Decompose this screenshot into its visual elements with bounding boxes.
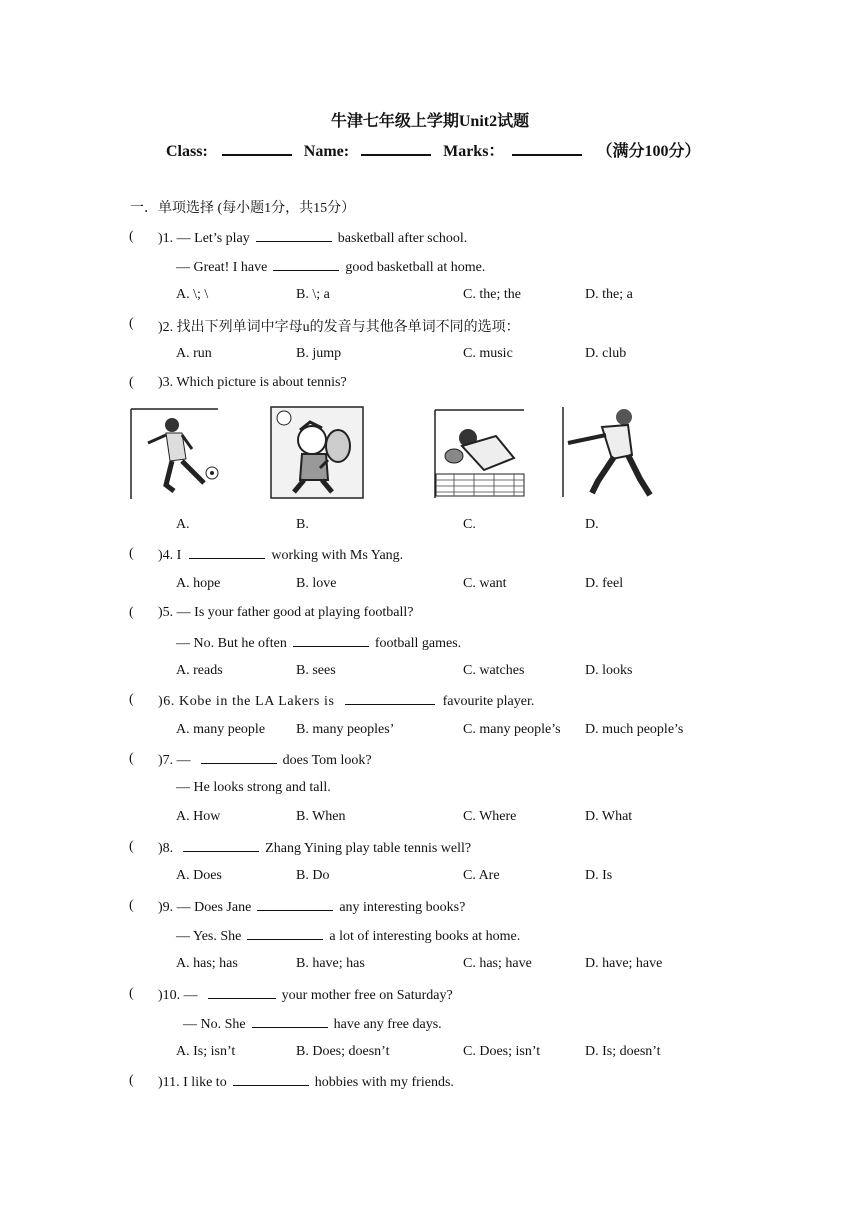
question-line: — Great! I have xyxy=(176,260,268,275)
option-c[interactable]: C. music xyxy=(463,346,513,361)
option-c[interactable]: C. xyxy=(463,517,476,532)
option-b[interactable]: B. have; has xyxy=(296,956,365,971)
soccer-player-picture[interactable] xyxy=(130,407,220,499)
question-5: )5. — Is your father good at playing football? xyxy=(158,605,414,620)
answer-bracket[interactable]: ( xyxy=(129,692,134,707)
question-7 xyxy=(158,751,372,769)
question-10-line2 xyxy=(183,1015,442,1033)
name-label: Name: xyxy=(303,143,350,160)
option-a[interactable]: A. \; \ xyxy=(176,287,209,302)
student-info-header xyxy=(166,138,700,161)
option-d[interactable]: D. What xyxy=(585,809,633,824)
option-c[interactable]: C. has; have xyxy=(463,956,532,971)
full-score-label: （满分100分） xyxy=(596,143,701,160)
answer-blank[interactable] xyxy=(256,229,332,242)
question-stem: )6. Kobe in the LA Lakers is xyxy=(158,694,335,709)
section-heading: 一．单项选择 (每小题1分，共15分） xyxy=(130,201,356,216)
question-stem: )7. — xyxy=(158,753,191,768)
option-b[interactable]: B. sees xyxy=(296,663,336,678)
question-line: — No. She xyxy=(183,1017,246,1032)
question-5-line2 xyxy=(176,634,461,652)
option-a[interactable]: A. hope xyxy=(176,576,221,591)
option-b[interactable]: B. jump xyxy=(296,346,342,361)
option-d[interactable]: D. looks xyxy=(585,663,633,678)
option-d[interactable]: D. feel xyxy=(585,576,624,591)
option-b[interactable]: B. \; a xyxy=(296,287,330,302)
option-d[interactable]: D. the; a xyxy=(585,287,633,302)
answer-bracket[interactable]: ( xyxy=(129,375,134,390)
baseball-player-picture[interactable] xyxy=(562,407,654,499)
option-c[interactable]: C. Where xyxy=(463,809,517,824)
question-9 xyxy=(158,898,465,916)
tennis-cartoon-picture[interactable] xyxy=(270,406,365,499)
question-tail: basketball after school. xyxy=(337,231,468,246)
option-d[interactable]: D. Is xyxy=(585,868,613,883)
page-title: 牛津七年级上学期Unit2试题 xyxy=(330,113,530,130)
question-tail: working with Ms Yang. xyxy=(271,548,404,563)
question-1 xyxy=(158,229,467,247)
question-tail: hobbies with my friends. xyxy=(314,1075,454,1090)
question-tail: does Tom look? xyxy=(282,753,372,768)
option-b[interactable]: B. love xyxy=(296,576,337,591)
table-tennis-picture[interactable] xyxy=(434,408,526,498)
question-10 xyxy=(158,986,453,1004)
option-c[interactable]: C. the; the xyxy=(463,287,521,302)
answer-blank[interactable] xyxy=(247,927,323,940)
option-c[interactable]: C. many people’s xyxy=(463,722,561,737)
answer-bracket[interactable]: ( xyxy=(129,316,134,331)
marks-label: Marks： xyxy=(443,143,505,160)
answer-blank[interactable] xyxy=(257,898,333,911)
answer-blank[interactable] xyxy=(201,751,277,764)
question-stem: )11. I like to xyxy=(158,1075,227,1090)
question-9-line2 xyxy=(176,927,520,945)
answer-blank[interactable] xyxy=(345,692,435,705)
option-d[interactable]: D. have; have xyxy=(585,956,663,971)
answer-bracket[interactable]: ( xyxy=(129,546,134,561)
question-stem: )1. — Let’s play xyxy=(158,231,250,246)
question-8 xyxy=(158,839,471,857)
option-a[interactable]: A. run xyxy=(176,346,212,361)
question-stem: )8. xyxy=(158,841,174,856)
answer-blank[interactable] xyxy=(273,258,339,271)
answer-blank[interactable] xyxy=(183,839,259,852)
option-d[interactable]: D. club xyxy=(585,346,627,361)
answer-blank[interactable] xyxy=(293,634,369,647)
question-stem: )4. I xyxy=(158,548,182,563)
option-b[interactable]: B. When xyxy=(296,809,346,824)
question-tail: Zhang Yining play table tennis well? xyxy=(265,841,472,856)
question-tail: football games. xyxy=(374,636,462,651)
option-c[interactable]: C. Does; isn’t xyxy=(463,1044,541,1059)
question-4 xyxy=(158,546,403,564)
option-d[interactable]: D. Is; doesn’t xyxy=(585,1044,661,1059)
option-b[interactable]: B. Do xyxy=(296,868,330,883)
option-a[interactable]: A. Does xyxy=(176,868,222,883)
option-c[interactable]: C. Are xyxy=(463,868,500,883)
question-3: )3. Which picture is about tennis? xyxy=(158,375,347,390)
question-6 xyxy=(158,692,534,710)
option-c[interactable]: C. want xyxy=(463,576,507,591)
question-tail: any interesting books? xyxy=(339,900,466,915)
option-a[interactable]: A. xyxy=(176,517,190,532)
answer-blank[interactable] xyxy=(252,1015,328,1028)
option-d[interactable]: D. much people’s xyxy=(585,722,684,737)
answer-blank[interactable] xyxy=(233,1073,309,1086)
answer-bracket[interactable]: ( xyxy=(129,229,134,244)
answer-bracket[interactable]: ( xyxy=(129,605,134,620)
option-b[interactable]: B. Does; doesn’t xyxy=(296,1044,390,1059)
question-tail: good basketball at home. xyxy=(345,260,486,275)
question-stem: )10. — xyxy=(158,988,198,1003)
question-tail: a lot of interesting books at home. xyxy=(329,929,521,944)
answer-bracket[interactable]: ( xyxy=(129,986,134,1001)
answer-bracket[interactable]: ( xyxy=(129,1073,134,1088)
answer-bracket[interactable]: ( xyxy=(129,751,134,766)
question-line: — Yes. She xyxy=(176,929,242,944)
option-a[interactable]: A. reads xyxy=(176,663,223,678)
option-a[interactable]: A. How xyxy=(176,809,221,824)
option-a[interactable]: A. has; has xyxy=(176,956,238,971)
answer-blank[interactable] xyxy=(189,546,265,559)
answer-bracket[interactable]: ( xyxy=(129,839,134,854)
question-stem: )9. — Does Jane xyxy=(158,900,252,915)
option-b[interactable]: B. many peoples’ xyxy=(296,722,395,737)
question-7-line2: — He looks strong and tall. xyxy=(176,780,331,795)
question-11 xyxy=(158,1073,454,1091)
name-blank[interactable] xyxy=(361,142,431,156)
option-a[interactable]: A. Is; isn’t xyxy=(176,1044,236,1059)
question-2: )2. 找出下列单词中字母u的发音与其他各单词不同的选项： xyxy=(158,320,520,335)
question-line: — No. But he often xyxy=(176,636,287,651)
option-c[interactable]: C. watches xyxy=(463,663,525,678)
class-blank[interactable] xyxy=(222,142,292,156)
option-d[interactable]: D. xyxy=(585,517,599,532)
option-a[interactable]: A. many people xyxy=(176,722,266,737)
question-tail: your mother free on Saturday? xyxy=(281,988,453,1003)
question-tail: have any free days. xyxy=(333,1017,442,1032)
option-b[interactable]: B. xyxy=(296,517,309,532)
answer-blank[interactable] xyxy=(208,986,276,999)
class-label: Class: xyxy=(166,143,208,160)
question-1-line2 xyxy=(176,258,485,276)
question-tail: favourite player. xyxy=(442,694,535,709)
answer-bracket[interactable]: ( xyxy=(129,898,134,913)
marks-blank[interactable] xyxy=(512,142,582,156)
